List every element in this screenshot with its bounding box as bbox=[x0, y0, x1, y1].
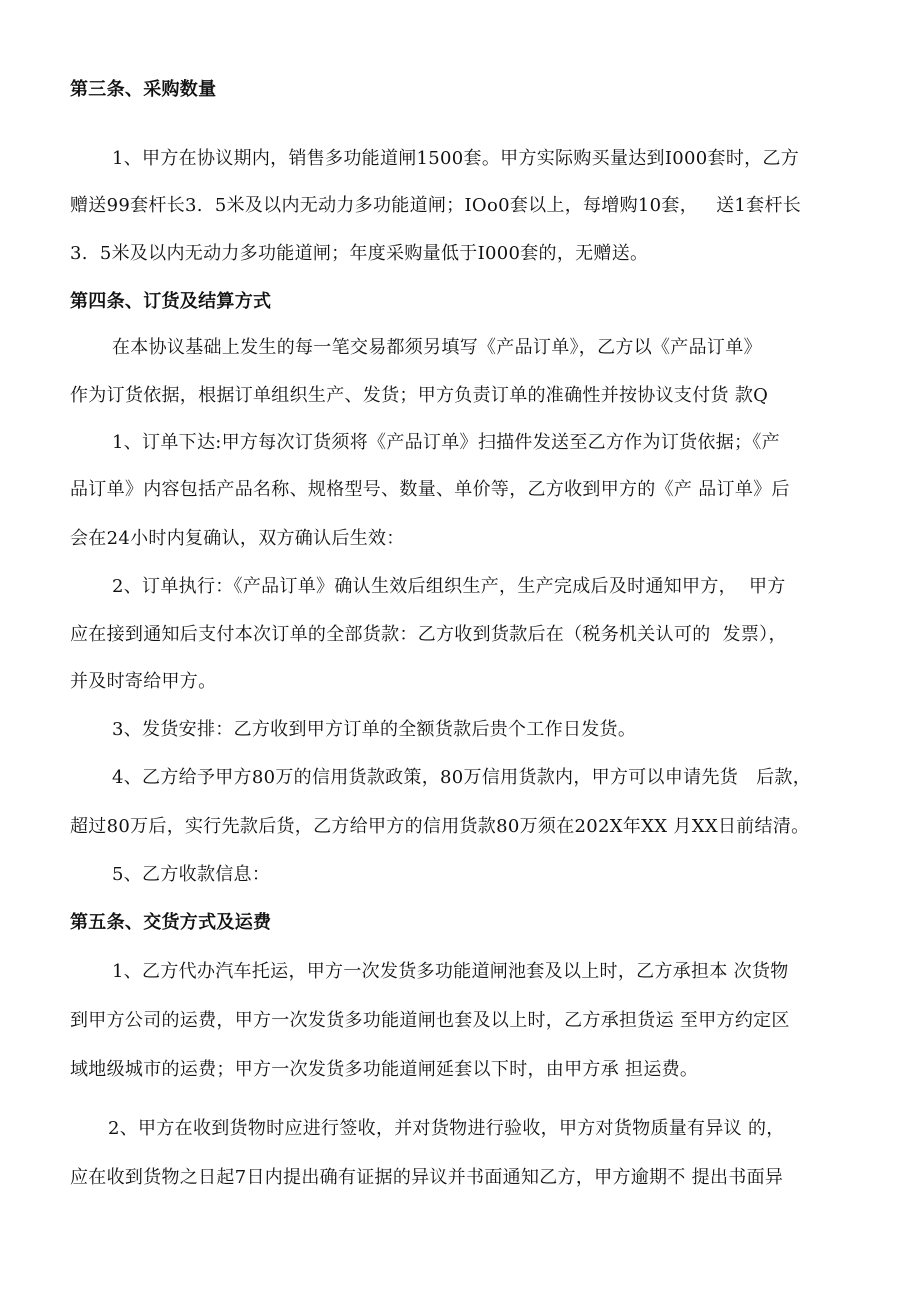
paragraph-line: 应在接到通知后支付本次订单的全部货款：乙方收到货款后在（税务机关认可的 发票）， bbox=[70, 624, 787, 645]
paragraph-line: 1、乙方代办汽车托运，甲方一次发货多功能道闸池套及以上时，乙方承担本 次货物 bbox=[112, 961, 789, 982]
paragraph-line: 3、发货安排：乙方收到甲方订单的全额货款后贵个工作日发货。 bbox=[112, 719, 637, 740]
paragraph-line: 1、订单下达:甲方每次订货须将《产品订单》扫描件发送至乙方作为订货依据；《产 bbox=[112, 432, 780, 453]
paragraph-line: 会在24小时内复确认，双方确认后生效： bbox=[70, 528, 405, 549]
paragraph-line: 应在收到货物之日起7日内提出确有证据的异议并书面通知乙方，甲方逾期不 提出书面异 bbox=[70, 1167, 784, 1188]
paragraph-line: 到甲方公司的运费，甲方一次发货多功能道闸也套及以上时，乙方承担货运 至甲方约定区 bbox=[70, 1010, 790, 1031]
paragraph-line: 3. 5米及以内无动力多功能道闸；年度采购量低于I000套的，无赠送。 bbox=[70, 243, 649, 264]
paragraph-line: 域地级城市的运费；甲方一次发货多功能道闸延套以下时，由甲方承 担运费。 bbox=[70, 1059, 699, 1080]
paragraph-line: 超过80万后，实行先款后货，乙方给甲方的信用货款80万须在202X年XX 月XX日前结清。 bbox=[70, 816, 810, 837]
paragraph-line: 4、乙方给予甲方80万的信用货款政策，80万信用货款内，甲方可以申请先货 后款， bbox=[112, 767, 812, 788]
paragraph-line: 作为订货依据，根据订单组织生产、发货；甲方负责订单的准确性并按协议支付货 款Q bbox=[70, 385, 769, 406]
heading-article-4: 第四条、订货及结算方式 bbox=[70, 291, 272, 312]
paragraph-line: 1、甲方在协议期内，销售多功能道闸1500套。甲方实际购买量达到I000套时，乙方 bbox=[112, 148, 800, 169]
paragraph-line: 在本协议基础上发生的每一笔交易都须另填写《产品订单》，乙方以《产品订单》 bbox=[112, 337, 762, 358]
paragraph-line: 2、甲方在收到货物时应进行签收，并对货物进行验收，甲方对货物质量有异议 的， bbox=[108, 1118, 785, 1139]
paragraph-line: 2、订单执行：《产品订单》确认生效后组织生产，生产完成后及时通知甲方， 甲方 bbox=[112, 576, 786, 597]
paragraph-line: 5、乙方收款信息： bbox=[112, 864, 271, 885]
heading-article-3: 第三条、采购数量 bbox=[70, 79, 217, 100]
heading-article-5: 第五条、交货方式及运费 bbox=[70, 912, 272, 933]
paragraph-line: 赠送99套杆长3. 5米及以内无动力多功能道闸；IOo0套以上，每增购10套， 送1套杆长 bbox=[70, 195, 802, 216]
paragraph-line: 并及时寄给甲方。 bbox=[70, 671, 217, 692]
paragraph-line: 品订单》内容包括产品名称、规格型号、数量、单价等，乙方收到甲方的《产 品订单》后 bbox=[70, 479, 790, 500]
